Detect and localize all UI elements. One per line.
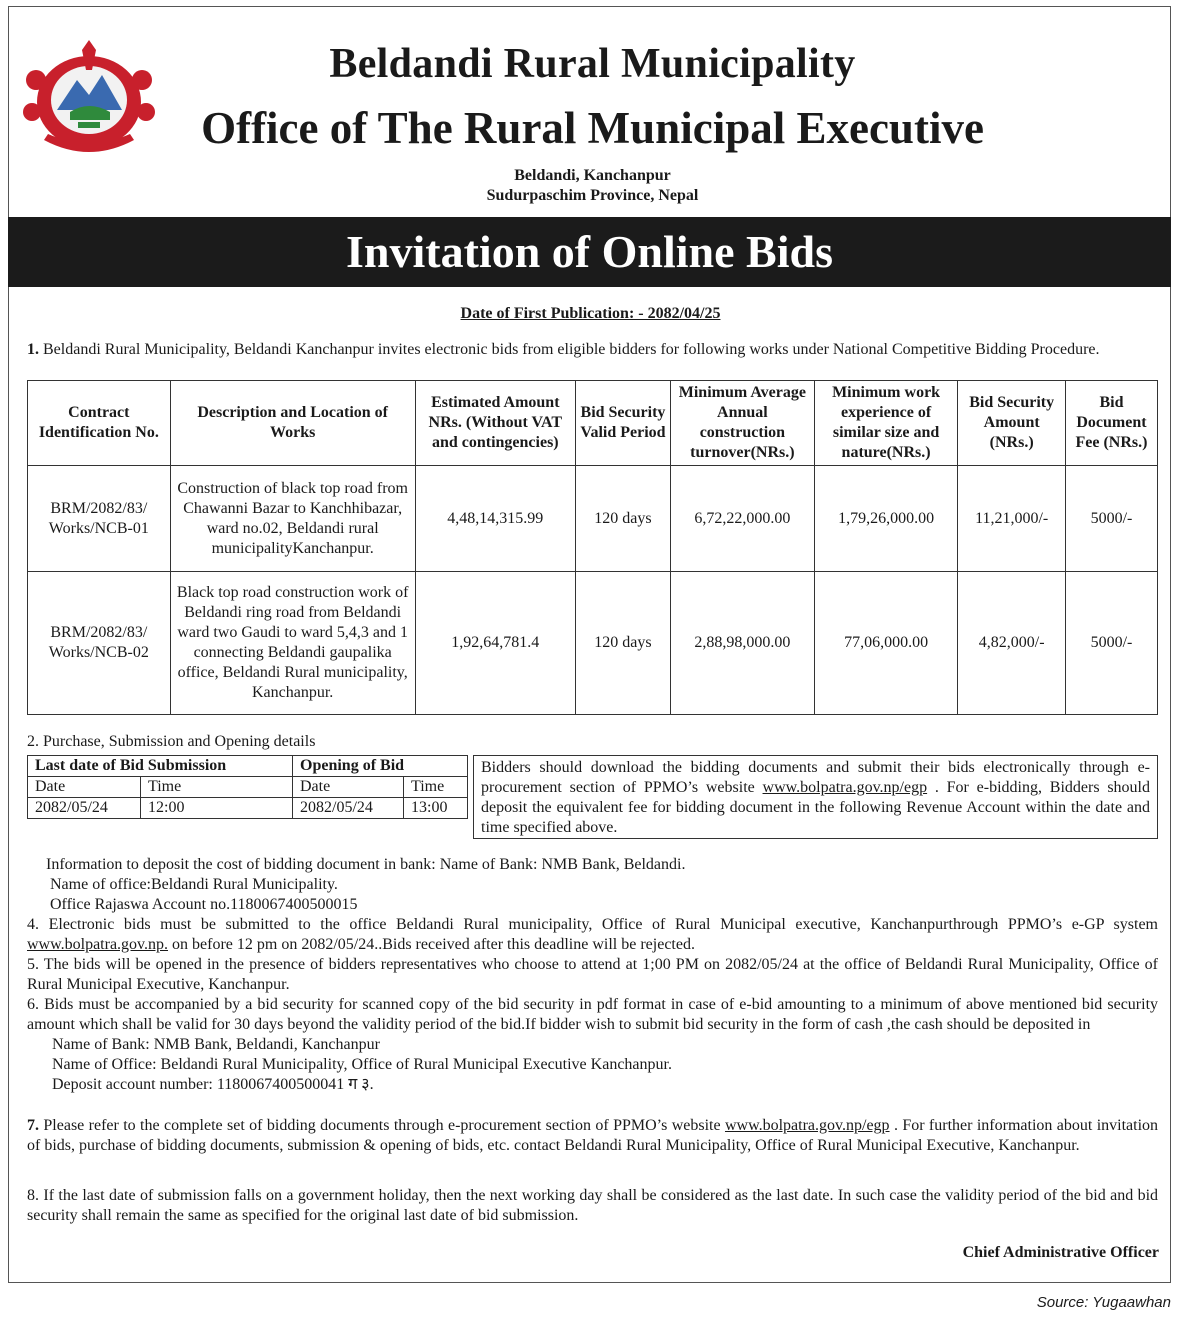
address-line: Beldandi, Kanchanpur bbox=[514, 167, 671, 184]
bids-table bbox=[27, 380, 1158, 715]
deposit-info-line: Office Rajaswa Account no.1180067400500015 bbox=[50, 896, 358, 913]
turnover-cell: 2,88,98,000.00 bbox=[671, 572, 815, 715]
bank-name: Name of Bank: NMB Bank, Beldandi, Kanchanpur bbox=[52, 1036, 380, 1053]
table-header-row bbox=[28, 381, 1158, 466]
egp-link[interactable]: www.bolpatra.gov.np/egp bbox=[762, 779, 928, 796]
security-amount-cell: 11,21,000/- bbox=[958, 466, 1066, 572]
item-text: Electronic bids must be submitted to the office Beldandi Rural municipality, Office of Rural Municipal executive, Kanchanpurthrough PPMO’s e-GP system bbox=[48, 916, 1159, 933]
estimated-amount-cell: 1,92,64,781.4 bbox=[415, 572, 575, 715]
schedule-header-row bbox=[28, 756, 468, 777]
column-header: Bid Security Valid Period bbox=[575, 381, 670, 466]
column-header: Description and Location of Works bbox=[170, 381, 415, 466]
deposit-account: Deposit account number: 1180067400500041 ग ३. bbox=[52, 1076, 374, 1093]
item-number: 7. bbox=[27, 1117, 39, 1134]
date-label: Date bbox=[293, 777, 404, 798]
note-text: Bidders should download the bidding documents and submit their bids electronically through e-procurement section of PPMO’s website bbox=[481, 759, 1150, 796]
table-row bbox=[28, 466, 1158, 572]
address-line: Sudurpaschim Province, Nepal bbox=[486, 187, 699, 204]
item-5 bbox=[27, 955, 1158, 995]
schedule-table bbox=[27, 755, 468, 819]
item-text: If the last date of submission falls on a government holiday, then the next working day shall be considered as the last date. In such case the validity period of the bid and bid security shall remain the same as specified for the original last date of bid submission. bbox=[27, 1187, 1159, 1224]
column-header: Bid Document Fee (NRs.) bbox=[1065, 381, 1157, 466]
item-text: The bids will be opened in the presence of bidders representatives who choose to attend at 1;00 PM on 2082/05/24 at the office of Beldandi Rural Municipality, Office of Rural Municipal Executive, Kanchanpur. bbox=[27, 956, 1158, 993]
address bbox=[170, 166, 1015, 206]
item-text: on before 12 pm on 2082/05/24..Bids received after this deadline will be rejected. bbox=[172, 936, 695, 953]
date-label: Date bbox=[28, 777, 141, 798]
column-header: Contract Identification No. bbox=[28, 381, 171, 466]
last-date-header: Last date of Bid Submission bbox=[28, 756, 293, 777]
valid-period-cell: 120 days bbox=[575, 466, 670, 572]
submission-date: 2082/05/24 bbox=[28, 798, 141, 819]
column-header: Minimum Average Annual construction turnover(NRs.) bbox=[671, 381, 815, 466]
opening-time: 13:00 bbox=[404, 798, 468, 819]
notice-title-banner: Invitation of Online Bids bbox=[8, 217, 1171, 287]
item-text: Please refer to the complete set of bidding documents through e-procurement section of PPMO’s website bbox=[43, 1117, 721, 1134]
publication-date: Date of First Publication: - 2082/04/25 bbox=[460, 305, 721, 322]
item-number: 8. bbox=[27, 1187, 39, 1204]
schedule-subheader-row bbox=[28, 777, 468, 798]
item-3 bbox=[46, 855, 1156, 915]
submission-note bbox=[473, 755, 1158, 839]
opening-date: 2082/05/24 bbox=[293, 798, 404, 819]
contract-id-cell: BRM/2082/83/ Works/NCB-01 bbox=[28, 466, 171, 572]
nepal-emblem-icon bbox=[22, 40, 156, 158]
item-number: 1. bbox=[27, 341, 39, 358]
signatory: Chief Administrative Officer bbox=[962, 1244, 1159, 1261]
document-fee-cell: 5000/- bbox=[1065, 466, 1157, 572]
experience-cell: 1,79,26,000.00 bbox=[814, 466, 958, 572]
valid-period-cell: 120 days bbox=[575, 572, 670, 715]
office-name-line: Name of Office: Beldandi Rural Municipality, Office of Rural Municipal Executive Kanchanpur. bbox=[52, 1056, 672, 1073]
item-4 bbox=[27, 915, 1158, 955]
turnover-cell: 6,72,22,000.00 bbox=[671, 466, 815, 572]
column-header: Minimum work experience of similar size and nature(NRs.) bbox=[814, 381, 958, 466]
note-text: . For e-bidding, Bidders should deposit the equivalent fee for bidding document in the following Revenue Account within the date and time specified above. bbox=[481, 779, 1150, 836]
estimated-amount-cell: 4,48,14,315.99 bbox=[415, 466, 575, 572]
item-7 bbox=[27, 1116, 1158, 1156]
item-text: Beldandi Rural Municipality, Beldandi Kanchanpur invites electronic bids from eligible bidders for following works under National Competitive Bidding Procedure. bbox=[43, 341, 1100, 358]
deposit-info-line: Name of office:Beldandi Rural Municipality. bbox=[50, 876, 338, 893]
opening-header: Opening of Bid bbox=[293, 756, 468, 777]
column-header: Estimated Amount NRs. (Without VAT and contingencies) bbox=[415, 381, 575, 466]
experience-cell: 77,06,000.00 bbox=[814, 572, 958, 715]
item-number: 4. bbox=[27, 916, 39, 933]
deposit-info-line: Information to deposit the cost of bidding document in bank: Name of Bank: NMB Bank, Beldandi. bbox=[46, 856, 686, 873]
column-header: Bid Security Amount (NRs.) bbox=[958, 381, 1066, 466]
source-credit: Source: Yugaawhan bbox=[1036, 1294, 1171, 1311]
item-1 bbox=[27, 340, 1158, 360]
time-label: Time bbox=[141, 777, 293, 798]
item-text: . For further information about invitation of bids, purchase of bidding documents, submission & opening of bids, etc. contact Beldandi Rural Municipality, Office of Rural Municipal Executive, Kanchanpur. bbox=[27, 1117, 1159, 1154]
item-text: Bids must be accompanied by a bid security for scanned copy of the bid security in pdf format in case of e-bid amounting to a minimum of above mentioned bid security amount which shall be valid for 30 days beyond the validity period of the bid.If bidder wish to submit bid security in the form of cash ,the cash should be deposited in bbox=[27, 996, 1159, 1033]
time-label: Time bbox=[404, 777, 468, 798]
item-8 bbox=[27, 1186, 1158, 1226]
org-name: Beldandi Rural Municipality bbox=[329, 41, 856, 87]
egp-link[interactable]: www.bolpatra.gov.np. bbox=[27, 936, 169, 953]
schedule-value-row bbox=[28, 798, 468, 819]
table-row bbox=[28, 572, 1158, 715]
document-fee-cell: 5000/- bbox=[1065, 572, 1157, 715]
description-cell: Black top road construction work of Beldandi ring road from Beldandi ward two Gaudi to ward 5,4,3 and 1 connecting Beldandi gaupalika office, Beldandi Rural municipality, Kanchanpur. bbox=[170, 572, 415, 715]
item-6 bbox=[27, 995, 1158, 1095]
submission-time: 12:00 bbox=[141, 798, 293, 819]
item-number: 5. bbox=[27, 956, 39, 973]
security-amount-cell: 4,82,000/- bbox=[958, 572, 1066, 715]
description-cell: Construction of black top road from Chawanni Bazar to Kanchhibazar, ward no.02, Beldandi rural municipalityKanchanpur. bbox=[170, 466, 415, 572]
office-name: Office of The Rural Municipal Executive bbox=[201, 103, 984, 153]
item-2-heading: 2. Purchase, Submission and Opening details bbox=[27, 733, 316, 750]
egp-link[interactable]: www.bolpatra.gov.np/egp bbox=[724, 1117, 890, 1134]
contract-id-cell: BRM/2082/83/ Works/NCB-02 bbox=[28, 572, 171, 715]
item-number: 6. bbox=[27, 996, 39, 1013]
